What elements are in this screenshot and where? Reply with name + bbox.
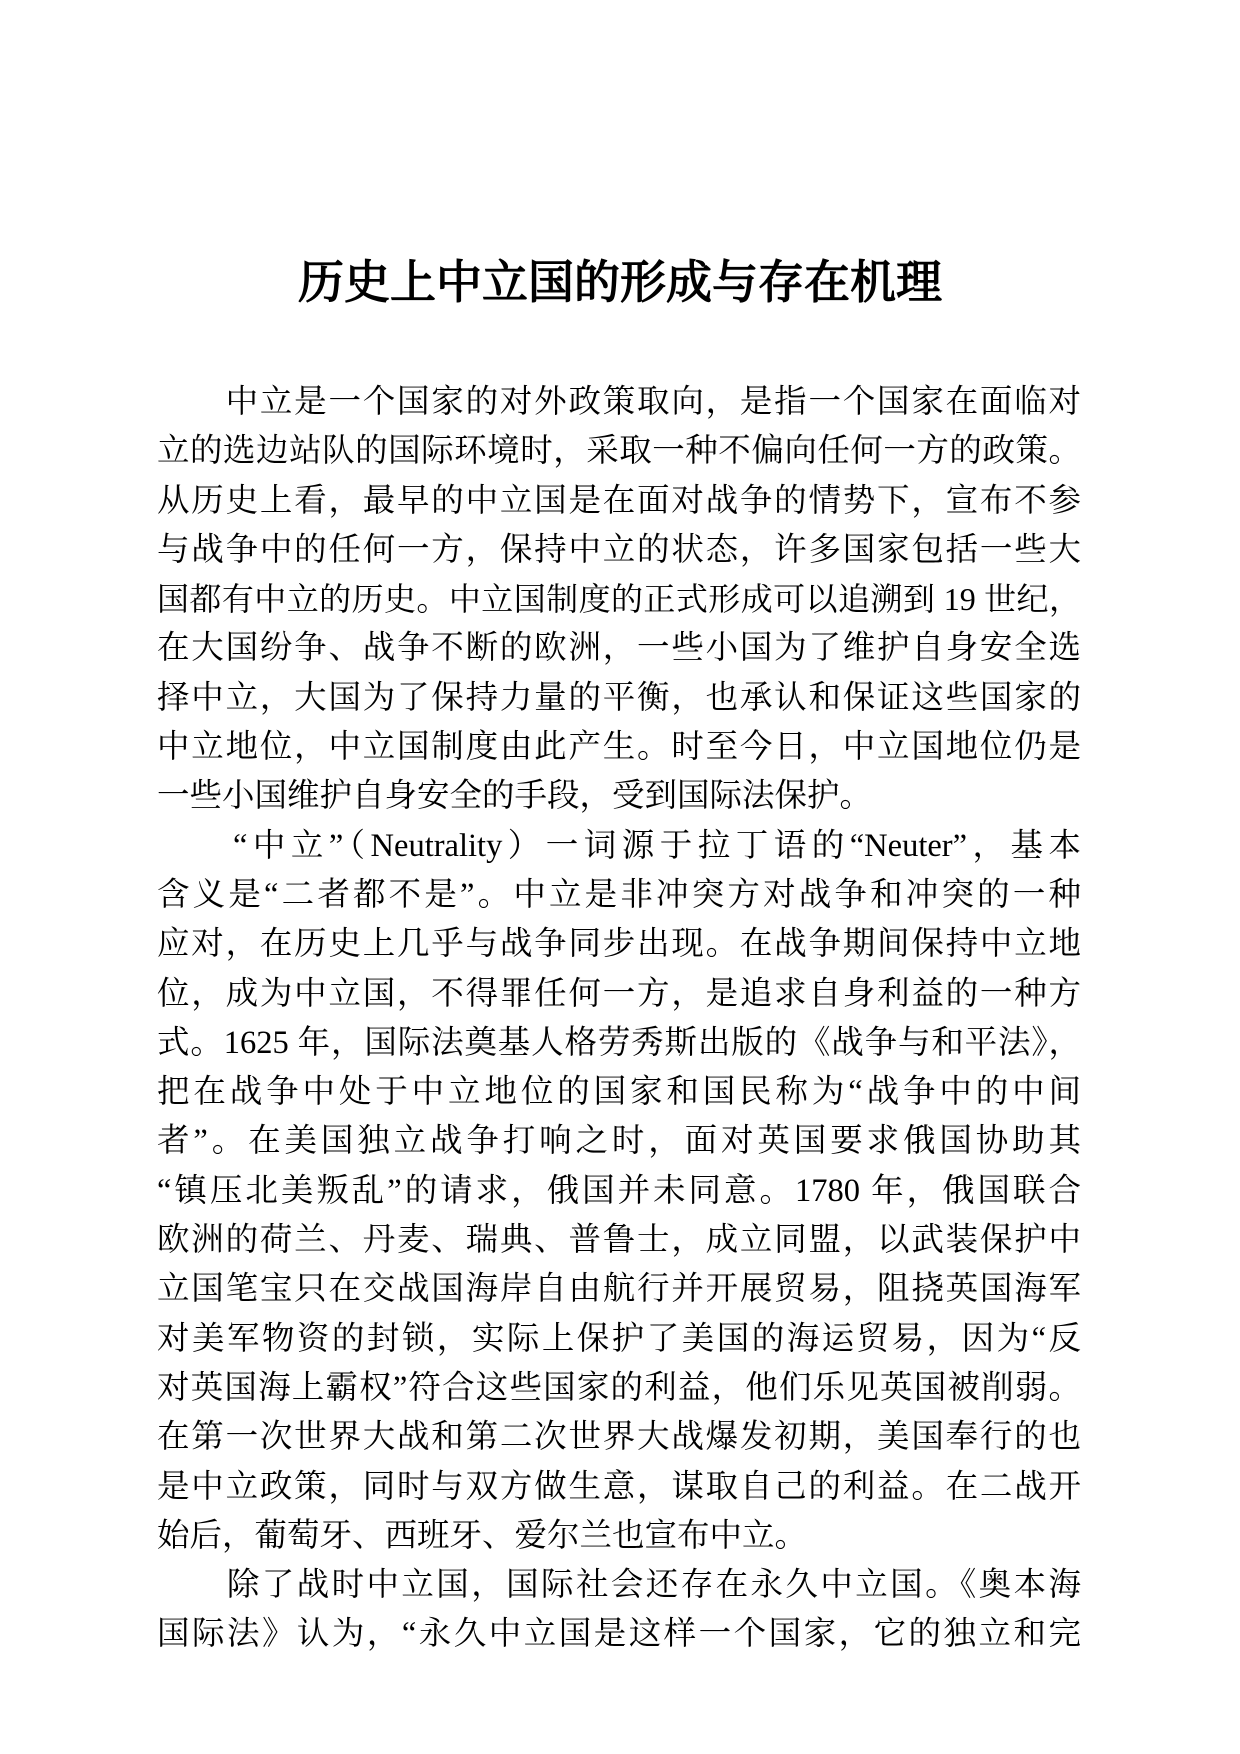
- text-line: “中立”（Neutrality）一词源于拉丁语的“Neuter”，基本: [157, 827, 1081, 864]
- text-line: 立的选边站队的国际环境时，采取一种不偏向任何一方的政策。: [157, 433, 1081, 470]
- text-line: 国际法》认为，“永久中立国是这样一个国家，它的独立和完: [157, 1616, 1081, 1653]
- text-line: 对英国海上霸权”符合这些国家的利益，他们乐见英国被削弱。: [157, 1369, 1081, 1406]
- text-line: 是中立政策，同时与双方做生意，谋取自己的利益。在二战开: [157, 1468, 1081, 1505]
- text-line: 中立是一个国家的对外政策取向，是指一个国家在面临对: [157, 384, 1081, 420]
- text-line: 欧洲的荷兰、丹麦、瑞典、普鲁士，成立同盟，以武装保护中: [157, 1222, 1081, 1259]
- text-line: 从历史上看，最早的中立国是在面对战争的情势下，宣布不参: [157, 482, 1081, 519]
- text-line: 在大国纷争、战争不断的欧洲，一些小国为了维护自身安全选: [157, 630, 1081, 667]
- text-line: 对美军物资的封锁，实际上保护了美国的海运贸易，因为“反: [157, 1320, 1081, 1357]
- document-body: [157, 378, 1081, 1660]
- text-line: “镇压北美叛乱”的请求，俄国并未同意。1780 年，俄国联合: [157, 1172, 1081, 1209]
- text-line: 除了战时中立国，国际社会还存在永久中立国。《奥本海: [157, 1567, 1081, 1604]
- text-line: 立国笔宝只在交战国海岸自由航行并开展贸易，阻挠英国海军: [157, 1271, 1081, 1308]
- text-line: 择中立，大国为了保持力量的平衡，也承认和保证这些国家的: [157, 679, 1081, 716]
- text-line: 中立地位，中立国制度由此产生。时至今日，中立国地位仍是: [157, 729, 1081, 766]
- document-title: 历史上中立国的形成与存在机理: [298, 255, 942, 309]
- text-line: 位，成为中立国，不得罪任何一方，是追求自身利益的一种方: [157, 975, 1081, 1012]
- text-line: 在第一次世界大战和第二次世界大战爆发初期，美国奉行的也: [157, 1419, 1081, 1456]
- text-line: 应对，在历史上几乎与战争同步出现。在战争期间保持中立地: [157, 926, 1081, 963]
- text-line: 一些小国维护自身安全的手段，受到国际法保护。: [157, 778, 873, 815]
- text-line: 与战争中的任何一方，保持中立的状态，许多国家包括一些大: [157, 531, 1081, 568]
- text-line: 者”。在美国独立战争打响之时，面对英国要求俄国协助其: [157, 1123, 1081, 1160]
- text-line: 国都有中立的历史。中立国制度的正式形成可以追溯到 19 世纪，: [157, 581, 1081, 618]
- text-line: 含义是“二者都不是”。中立是非冲突方对战争和冲突的一种: [157, 876, 1081, 913]
- text-line: 式。1625 年，国际法奠基人格劳秀斯出版的《战争与和平法》，: [157, 1024, 1081, 1061]
- text-line: 始后，葡萄牙、西班牙、爱尔兰也宣布中立。: [157, 1517, 808, 1554]
- text-line: 把在战争中处于中立地位的国家和国民称为“战争中的中间: [157, 1074, 1081, 1111]
